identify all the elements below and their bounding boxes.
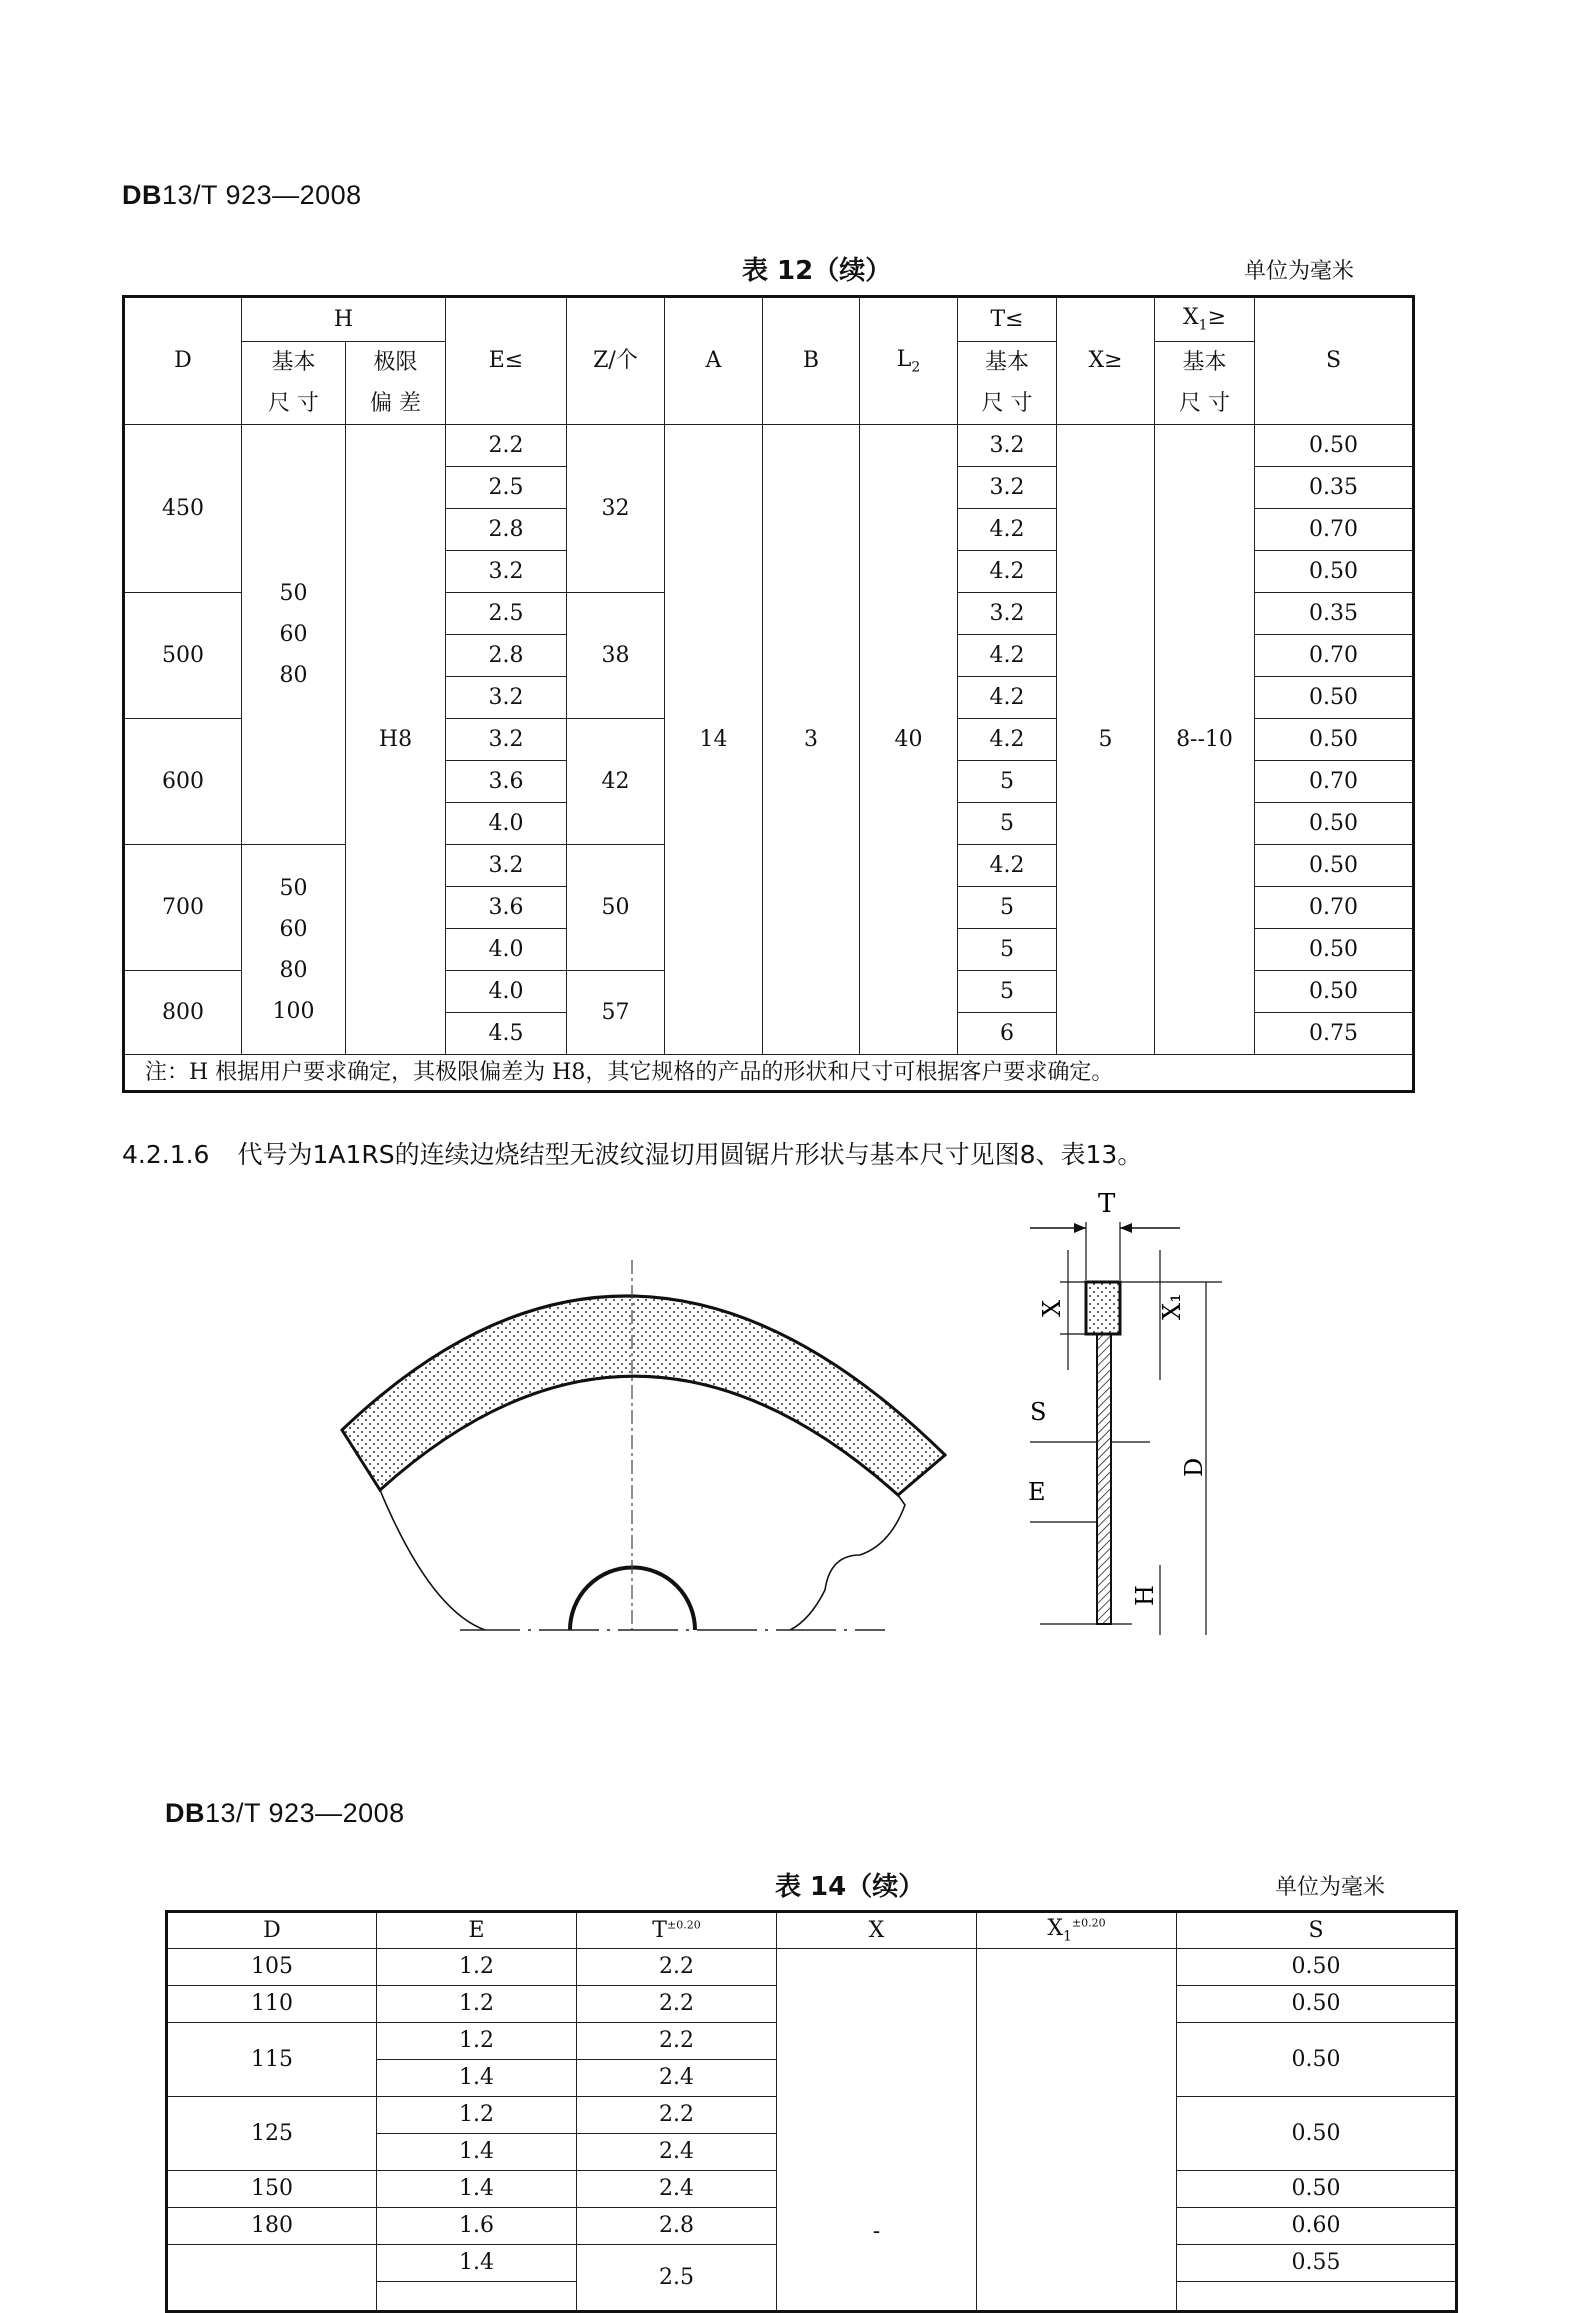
cell-T: 4.2 [958,677,1057,719]
cell-T: 5 [958,887,1057,929]
h-basic-l2: 尺 寸 [268,391,319,416]
cell-S: 0.50 [1255,845,1414,887]
dim-arrow [1074,1223,1132,1233]
cell-T: 3.2 [958,425,1057,467]
header-X1 [977,1912,1177,1949]
cell-S: 0.50 [1255,971,1414,1013]
table-14-title: 表 14（续） [775,1872,925,1902]
cell-L2: 40 [860,425,958,1055]
cell-H-tolerance: H8 [346,425,446,1055]
std-code-prefix: DB [165,1798,205,1828]
cell-E [377,2282,577,2312]
cell-T: 4.2 [958,551,1057,593]
cell-E: 2.8 [446,635,567,677]
cell-S: 0.50 [1177,2171,1457,2208]
header-X1-text: X [1047,1916,1064,1942]
cell-Z: 50 [567,845,665,971]
header-row-1 [124,297,1414,342]
label-D: D [1180,1457,1208,1477]
cell-E: 1.4 [377,2134,577,2171]
cell-S: 0.50 [1255,803,1414,845]
header-T: T≤ [958,297,1057,342]
header-X1-basic [1155,342,1255,425]
header-X: X≥ [1057,297,1155,425]
cell-E: 1.2 [377,2023,577,2060]
label-X1: X₁ [1158,1293,1186,1320]
blade-body-outline [380,1490,905,1630]
cell-Z: 42 [567,719,665,845]
cell-S: 0.70 [1255,635,1414,677]
cell-E: 3.2 [446,845,567,887]
segment-ring-dotted [342,1296,945,1495]
h-value: 80 [279,957,308,983]
cell-D: 700 [124,845,242,971]
cell-D: 800 [124,971,242,1055]
header-H: H [242,297,446,342]
label-S: S [1030,1398,1047,1426]
x1-basic-l2: 尺 寸 [1179,391,1230,416]
cell-S: 0.70 [1255,887,1414,929]
header-H-basic [242,342,346,425]
h-value: 60 [279,622,308,647]
table-12 [122,295,1415,1093]
cell-E: 2.2 [446,425,567,467]
cell-T: 4.2 [958,845,1057,887]
header-L2 [860,297,958,425]
cell-T: 3.2 [958,467,1057,509]
cell-T: 2.2 [577,2097,777,2134]
side-segment [1086,1282,1120,1334]
cell-E: 3.2 [446,677,567,719]
table-row [167,1949,1457,1986]
table-14 [165,1910,1458,2313]
cell-D: 110 [167,1986,377,2023]
cell-E: 2.8 [446,509,567,551]
std-code-prefix: DB [122,180,162,210]
cell-B: 3 [763,425,860,1055]
h-basic-l1: 基本 [271,350,316,375]
cell-X1: 8--10 [1155,425,1255,1055]
cell-T: 5 [958,803,1057,845]
cell-S: 0.55 [1177,2245,1457,2282]
cell-E: 4.0 [446,803,567,845]
cell-T: 4.2 [958,719,1057,761]
cell-E: 3.2 [446,551,567,593]
cell-X: 5 [1057,425,1155,1055]
cell-S: 0.60 [1177,2208,1457,2245]
header-row [167,1912,1457,1949]
clause-text: 代号为1A1RS的连续边烧结型无波纹湿切用圆锯片形状与基本尺寸见图8、表13。 [237,1140,1143,1169]
table-12-title: 表 12（续） [742,256,892,286]
cell-S: 0.70 [1255,509,1414,551]
header-S: S [1255,297,1414,425]
cell-T: 4.2 [958,509,1057,551]
cell-S: 0.35 [1255,467,1414,509]
cell-T: 2.5 [577,2245,777,2312]
cell-Z: 57 [567,971,665,1055]
header-D: D [167,1912,377,1949]
cell-S [1177,2282,1457,2312]
cell-S: 0.50 [1255,929,1414,971]
cell-D: 180 [167,2208,377,2245]
note-row [124,1055,1414,1092]
side-blade-core [1097,1334,1111,1624]
cell-T: 4.2 [958,635,1057,677]
cell-D: 500 [124,593,242,719]
clause-number: 4.2.1.6 [122,1140,210,1169]
cell-T: 5 [958,929,1057,971]
cell-T: 2.4 [577,2134,777,2171]
header-T-basic [958,342,1057,425]
cell-Z: 32 [567,425,665,593]
header-X1-tolerance: ±0.20 [1071,1916,1106,1930]
table-12-note: 注：H 根据用户要求确定，其极限偏差为 H8，其它规格的产品的形状和尺寸可根据客户要求确定。 [124,1055,1414,1092]
header-X1-sub: 1 [1198,317,1208,334]
table-14-unit: 单位为毫米 [1275,1875,1386,1900]
header-L2-text: L [896,346,912,372]
std-code-number: 13/T 923—2008 [162,180,362,210]
cell-T: 2.2 [577,1986,777,2023]
cell-X1 [977,1949,1177,2312]
cell-E: 2.5 [446,467,567,509]
cell-T: 6 [958,1013,1057,1055]
header-L2-sub: 2 [911,359,921,376]
label-T: T [1098,1189,1116,1219]
cell-E: 1.2 [377,1986,577,2023]
cell-E: 1.2 [377,2097,577,2134]
cell-E: 3.6 [446,887,567,929]
cell-S: 0.70 [1255,761,1414,803]
cell-E: 4.0 [446,929,567,971]
header-E: E [377,1912,577,1949]
cell-S: 0.50 [1177,2097,1457,2171]
h-value: 100 [272,998,315,1024]
cell-S: 0.50 [1177,1986,1457,2023]
cell-D: 450 [124,425,242,593]
standard-code-header-2 [165,1798,405,1829]
cell-D: 115 [167,2023,377,2097]
std-code-number: 13/T 923—2008 [205,1798,405,1828]
header-D: D [124,297,242,425]
h-value: 80 [279,663,308,688]
cell-H-group-2 [242,845,346,1055]
x1-basic-l1: 基本 [1182,350,1227,375]
standard-code-header [122,180,362,211]
cell-E: 4.5 [446,1013,567,1055]
label-H: H [1131,1585,1159,1606]
cell-D: 105 [167,1949,377,1986]
clause-4-2-1-6 [122,1135,1142,1171]
cell-T: 2.4 [577,2171,777,2208]
cell-T: 2.4 [577,2060,777,2097]
cell-E: 3.2 [446,719,567,761]
table-row [124,425,1414,467]
cell-T: 3.2 [958,593,1057,635]
cell-A: 14 [665,425,763,1055]
cell-Z: 38 [567,593,665,719]
header-X: X [777,1912,977,1949]
cell-D: 125 [167,2097,377,2171]
h-tol-l2: 偏 差 [370,391,421,416]
cell-T: 2.8 [577,2208,777,2245]
cell-D: 600 [124,719,242,845]
cell-T: 5 [958,971,1057,1013]
cell-S: 0.50 [1255,551,1414,593]
header-X1-text: X [1182,305,1199,331]
header-T-text: T [652,1917,667,1943]
cell-E: 1.2 [377,1949,577,1986]
header-Z: Z/个 [567,297,665,425]
header-T-tolerance: ±0.20 [666,1918,701,1932]
cell-D [167,2245,377,2312]
header-X1-ge: ≥ [1207,305,1227,331]
cell-S: 0.50 [1177,2023,1457,2097]
cell-T: 5 [958,761,1057,803]
cell-E: 2.5 [446,593,567,635]
cell-S: 0.50 [1255,677,1414,719]
header-E: E≤ [446,297,567,425]
h-value: 60 [279,916,308,942]
h-value: 50 [279,581,308,606]
cell-E: 3.6 [446,761,567,803]
cell-S: 0.75 [1255,1013,1414,1055]
header-B: B [763,297,860,425]
cell-T: 2.2 [577,1949,777,1986]
header-X1 [1155,297,1255,342]
cell-S: 0.35 [1255,593,1414,635]
cell-E: 1.4 [377,2171,577,2208]
cell-E: 4.0 [446,971,567,1013]
cell-E: 1.6 [377,2208,577,2245]
header-X1-sub: 1 [1063,1928,1072,1945]
cell-H-group-1 [242,425,346,845]
t-basic-l2: 尺 寸 [981,391,1033,416]
label-E: E [1028,1478,1046,1506]
cell-S: 0.50 [1177,1949,1457,1986]
cell-E: 1.4 [377,2245,577,2282]
h-value: 50 [279,875,308,901]
cell-E: 1.4 [377,2060,577,2097]
cell-X: - [777,1949,977,2312]
header-T [577,1912,777,1949]
header-H-tolerance [346,342,446,425]
cell-S: 0.50 [1255,425,1414,467]
cell-D: 150 [167,2171,377,2208]
header-A: A [665,297,763,425]
figure-8-sawblade-drawing [300,1170,1230,1645]
header-S: S [1177,1912,1457,1949]
cell-T: 2.2 [577,2023,777,2060]
table-12-unit: 单位为毫米 [1244,259,1355,284]
label-X: X [1038,1299,1066,1317]
h-tol-l1: 极限 [373,350,418,375]
t-basic-l1: 基本 [984,350,1029,375]
cell-S: 0.50 [1255,719,1414,761]
